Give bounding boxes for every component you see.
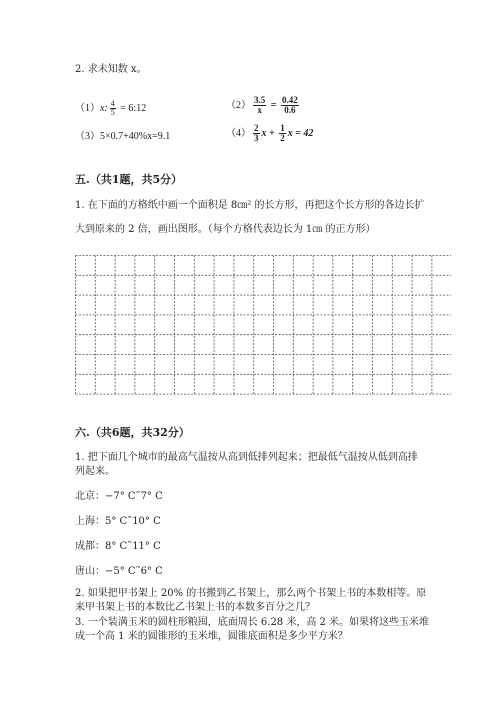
equation-1-label: （1） bbox=[75, 103, 100, 114]
equation-4-label: （4） bbox=[226, 128, 251, 139]
equation-4-tail: x = 42 bbox=[287, 128, 314, 139]
section-5-question-1-line-1: 1. 在下面的方格纸中画一个面积是 8㎝² 的长方形，再把这个长方形的各边长扩 bbox=[75, 200, 425, 211]
fraction-numerator: 0.42 bbox=[281, 95, 298, 106]
equation-4-fraction-left bbox=[253, 124, 260, 143]
equation-3-label: （3） bbox=[75, 131, 100, 142]
equation-1-fraction bbox=[110, 100, 116, 117]
equation-2-equals: = bbox=[268, 100, 279, 111]
equation-1-rhs: = 6:12 bbox=[117, 103, 147, 114]
question-2-title: 2. 求未知数 x。 bbox=[75, 64, 147, 75]
section-6-question-2-line-1: 2. 如果把甲书架上 20% 的书搬到乙书架上，那么两个书架上书的本数相等。原 bbox=[75, 588, 427, 599]
fraction-denominator: 3 bbox=[254, 133, 259, 144]
section-6-heading: 六.（共6题，共32分） bbox=[75, 426, 190, 439]
equation-2-fraction-right bbox=[281, 96, 299, 115]
equation-4-fraction-right bbox=[279, 124, 286, 143]
fraction-numerator: 4 bbox=[110, 99, 115, 109]
section-6-question-2-line-2: 来甲书架上书的本数比乙书架上书的本数多百分之几？ bbox=[75, 602, 315, 613]
equation-2-label: （2） bbox=[226, 100, 251, 111]
city-tangshan: 唐山：−5° C˜6° C bbox=[75, 566, 163, 577]
equation-2-fraction-left bbox=[253, 96, 266, 115]
equation-4-mid: x + bbox=[261, 128, 278, 139]
equation-1 bbox=[75, 99, 146, 117]
section-6-question-3-line-2: 成一个高 1 米的圆锥形的玉米堆，圆锥底面积是多少平方米？ bbox=[75, 631, 348, 642]
city-chengdu: 成都：8° C˜11° C bbox=[75, 541, 161, 552]
fraction-denominator: x bbox=[257, 105, 262, 116]
city-beijing: 北京：−7° C˜7° C bbox=[75, 491, 163, 502]
fraction-numerator: 2 bbox=[254, 123, 259, 134]
section-5-question-1-line-2: 大到原来的 2 倍，画出图形。（每个方格代表边长为 1㎝ 的正方形） bbox=[75, 224, 376, 235]
section-6-question-1-line-1: 1. 把下面几个城市的最高气温按从高到低排列起来；把最低气温按从低到高排 bbox=[75, 452, 418, 463]
fraction-numerator: 3.5 bbox=[254, 95, 266, 106]
fraction-denominator: 2 bbox=[280, 133, 285, 144]
section-6-question-1-line-2: 列起来。 bbox=[75, 466, 115, 477]
fraction-denominator: 0.6 bbox=[284, 105, 296, 116]
equation-3-text: 5×0.7+40%x=9.1 bbox=[100, 131, 171, 142]
fraction-denominator: 5 bbox=[110, 108, 115, 118]
equation-4 bbox=[226, 124, 313, 143]
section-6-question-3-line-1: 3. 一个装满玉米的圆柱形粮囤，底面周长 6.28 米，高 2 米。如果将这些玉米堆 bbox=[75, 617, 430, 628]
fraction-numerator: 1 bbox=[280, 123, 285, 134]
section-5-heading: 五.（共1题，共5分） bbox=[75, 173, 183, 186]
equation-3 bbox=[75, 127, 170, 142]
equation-1-lhs: x: bbox=[100, 103, 108, 114]
graph-paper-grid[interactable] bbox=[75, 255, 451, 395]
equation-2 bbox=[226, 96, 301, 115]
city-shanghai: 上海：5° C˜10° C bbox=[75, 516, 161, 527]
